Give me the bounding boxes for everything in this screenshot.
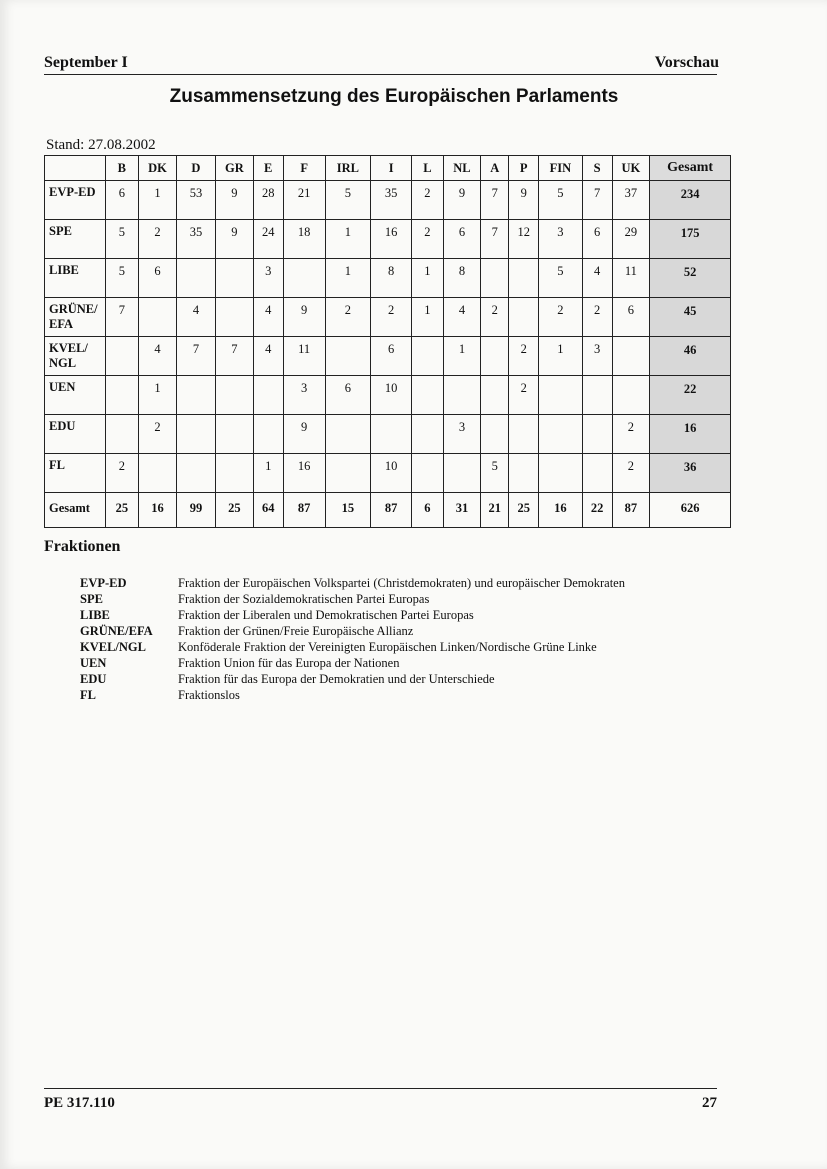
table-row — [45, 259, 731, 298]
header-country: I — [371, 156, 412, 181]
row-label: SPE — [45, 220, 106, 259]
seat-count-cell: 53 — [176, 181, 215, 220]
header-corner — [45, 156, 106, 181]
header-country: IRL — [325, 156, 370, 181]
seat-count-cell: 2 — [325, 298, 370, 337]
country-total-cell: 99 — [176, 493, 215, 528]
header-country: GR — [216, 156, 254, 181]
seat-count-cell: 2 — [612, 454, 650, 493]
table-row — [45, 181, 731, 220]
legend-item — [80, 687, 625, 703]
seat-count-cell: 2 — [412, 220, 443, 259]
row-label: FL — [45, 454, 106, 493]
seat-count-cell — [509, 298, 539, 337]
row-total-cell: 234 — [650, 181, 731, 220]
seat-count-cell — [176, 454, 215, 493]
seat-count-cell: 2 — [139, 415, 177, 454]
seat-count-cell — [176, 259, 215, 298]
document-number: PE 317.110 — [44, 1095, 115, 1111]
seat-count-cell — [612, 337, 650, 376]
seat-count-cell — [253, 415, 283, 454]
seat-count-cell — [582, 376, 612, 415]
seat-count-cell: 10 — [371, 376, 412, 415]
seat-count-cell: 7 — [176, 337, 215, 376]
header-country: A — [481, 156, 509, 181]
row-label: GRÜNE/ EFA — [45, 298, 106, 337]
country-total-cell: 15 — [325, 493, 370, 528]
country-total-cell: 6 — [412, 493, 443, 528]
seat-count-cell — [283, 259, 325, 298]
seat-count-cell: 6 — [443, 220, 481, 259]
seat-count-cell: 3 — [253, 259, 283, 298]
country-total-cell: 22 — [582, 493, 612, 528]
seat-count-cell — [216, 259, 254, 298]
row-total-cell: 52 — [650, 259, 731, 298]
legend-description: Fraktion der Liberalen und Demokratischen Partei Europas — [178, 608, 474, 622]
seat-count-cell: 21 — [283, 181, 325, 220]
legend-abbreviation: FL — [80, 688, 96, 702]
seat-count-cell — [509, 415, 539, 454]
seat-count-cell: 5 — [481, 454, 509, 493]
table-sum-row — [45, 493, 731, 528]
seat-count-cell: 5 — [105, 259, 139, 298]
seat-count-cell — [443, 454, 481, 493]
seat-count-cell — [216, 376, 254, 415]
seat-count-cell: 3 — [443, 415, 481, 454]
seat-count-cell: 1 — [412, 259, 443, 298]
seat-count-cell: 1 — [139, 376, 177, 415]
seat-count-cell — [582, 415, 612, 454]
seat-count-cell: 11 — [283, 337, 325, 376]
seat-count-cell: 4 — [582, 259, 612, 298]
legend-description: Konföderale Fraktion der Vereinigten Europäischen Linken/Nordische Grüne Linke — [178, 640, 597, 654]
seat-count-cell: 4 — [139, 337, 177, 376]
seat-count-cell — [176, 415, 215, 454]
country-total-cell: 25 — [216, 493, 254, 528]
seat-count-cell: 7 — [105, 298, 139, 337]
country-total-cell: 87 — [371, 493, 412, 528]
seat-count-cell: 24 — [253, 220, 283, 259]
seat-count-cell: 2 — [539, 298, 583, 337]
seat-count-cell — [612, 376, 650, 415]
header-country: D — [176, 156, 215, 181]
seat-count-cell: 4 — [443, 298, 481, 337]
header-country: DK — [139, 156, 177, 181]
seat-count-cell: 7 — [481, 220, 509, 259]
seat-count-cell: 3 — [539, 220, 583, 259]
seat-count-cell: 6 — [325, 376, 370, 415]
legend-item — [80, 639, 625, 655]
grand-total-cell: 626 — [650, 493, 731, 528]
seat-count-cell: 1 — [139, 181, 177, 220]
row-label: UEN — [45, 376, 106, 415]
seat-count-cell: 2 — [509, 376, 539, 415]
seat-count-cell — [509, 454, 539, 493]
legend-abbreviation: GRÜNE/EFA — [80, 624, 153, 638]
seat-count-cell — [139, 454, 177, 493]
seat-count-cell: 37 — [612, 181, 650, 220]
seat-count-cell: 29 — [612, 220, 650, 259]
header-country: L — [412, 156, 443, 181]
seat-count-cell: 6 — [582, 220, 612, 259]
seat-count-cell — [539, 376, 583, 415]
seat-count-cell: 5 — [325, 181, 370, 220]
seat-count-cell: 9 — [443, 181, 481, 220]
seat-count-cell: 4 — [253, 298, 283, 337]
seat-count-cell — [139, 298, 177, 337]
legend-description: Fraktion der Sozialdemokratischen Partei Europas — [178, 592, 430, 606]
parliament-composition-table — [44, 155, 731, 528]
table-row — [45, 220, 731, 259]
legend-item — [80, 655, 625, 671]
seat-count-cell — [105, 376, 139, 415]
row-total-cell: 46 — [650, 337, 731, 376]
legend-abbreviation: SPE — [80, 592, 103, 606]
seat-count-cell: 2 — [139, 220, 177, 259]
seat-count-cell: 2 — [612, 415, 650, 454]
row-label: EDU — [45, 415, 106, 454]
legend-abbreviation: EDU — [80, 672, 107, 686]
seat-count-cell: 2 — [582, 298, 612, 337]
seat-count-cell: 1 — [253, 454, 283, 493]
seat-count-cell: 1 — [412, 298, 443, 337]
seat-count-cell — [253, 376, 283, 415]
seat-count-cell: 10 — [371, 454, 412, 493]
header-country: FIN — [539, 156, 583, 181]
country-total-cell: 87 — [283, 493, 325, 528]
seat-count-cell: 9 — [283, 298, 325, 337]
seat-count-cell: 2 — [412, 181, 443, 220]
page-header — [44, 54, 717, 75]
seat-count-cell: 7 — [481, 181, 509, 220]
seat-count-cell: 1 — [443, 337, 481, 376]
page-footer — [44, 1088, 717, 1111]
seat-count-cell — [412, 454, 443, 493]
row-label: KVEL/ NGL — [45, 337, 106, 376]
seat-count-cell: 6 — [105, 181, 139, 220]
seat-count-cell — [539, 415, 583, 454]
header-country: NL — [443, 156, 481, 181]
seat-count-cell — [481, 415, 509, 454]
seat-count-cell: 3 — [283, 376, 325, 415]
legend-description: Fraktion für das Europa der Demokratien und der Unterschiede — [178, 672, 495, 686]
seat-count-cell: 9 — [216, 181, 254, 220]
table-row — [45, 415, 731, 454]
legend-description: Fraktionslos — [178, 688, 240, 702]
legend-abbreviation: LIBE — [80, 608, 110, 622]
seat-count-cell: 5 — [539, 181, 583, 220]
seat-count-cell: 18 — [283, 220, 325, 259]
legend-description: Fraktion der Grünen/Freie Europäische Allianz — [178, 624, 414, 638]
header-chapter: Vorschau — [654, 54, 719, 71]
header-country: E — [253, 156, 283, 181]
seat-count-cell: 8 — [443, 259, 481, 298]
seat-count-cell — [412, 376, 443, 415]
seat-count-cell: 9 — [283, 415, 325, 454]
seat-count-cell: 4 — [253, 337, 283, 376]
header-country: F — [283, 156, 325, 181]
legend-item — [80, 623, 625, 639]
legend-description: Fraktion der Europäischen Volkspartei (Christdemokraten) und europäischer Demokraten — [178, 576, 625, 590]
header-country: S — [582, 156, 612, 181]
seat-count-cell — [509, 259, 539, 298]
seat-count-cell — [325, 337, 370, 376]
seat-count-cell: 7 — [582, 181, 612, 220]
fraktionen-legend — [80, 575, 625, 703]
seat-count-cell: 7 — [216, 337, 254, 376]
seat-count-cell: 2 — [371, 298, 412, 337]
table-row — [45, 454, 731, 493]
seat-count-cell: 2 — [481, 298, 509, 337]
country-total-cell: 25 — [509, 493, 539, 528]
fraktionen-heading: Fraktionen — [44, 538, 121, 555]
seat-count-cell — [371, 415, 412, 454]
header-country: UK — [612, 156, 650, 181]
seat-count-cell — [216, 415, 254, 454]
seat-count-cell — [481, 259, 509, 298]
row-label: EVP-ED — [45, 181, 106, 220]
country-total-cell: 31 — [443, 493, 481, 528]
legend-description: Fraktion Union für das Europa der Nationen — [178, 656, 400, 670]
seat-count-cell: 9 — [216, 220, 254, 259]
seat-count-cell: 35 — [371, 181, 412, 220]
seat-count-cell: 2 — [105, 454, 139, 493]
stand-date: Stand: 27.08.2002 — [46, 137, 156, 153]
seat-count-cell: 6 — [612, 298, 650, 337]
seat-count-cell — [325, 415, 370, 454]
page-title: Zusammensetzung des Europäischen Parlaments — [169, 86, 619, 107]
seat-count-cell — [176, 376, 215, 415]
seat-count-cell: 1 — [539, 337, 583, 376]
seat-count-cell: 16 — [371, 220, 412, 259]
row-total-cell: 36 — [650, 454, 731, 493]
page-number: 27 — [702, 1095, 717, 1111]
legend-item — [80, 591, 625, 607]
seat-count-cell: 5 — [539, 259, 583, 298]
row-total-cell: 22 — [650, 376, 731, 415]
legend-abbreviation: KVEL/NGL — [80, 640, 146, 654]
table-row — [45, 337, 731, 376]
legend-abbreviation: UEN — [80, 656, 107, 670]
legend-item — [80, 607, 625, 623]
seat-count-cell: 8 — [371, 259, 412, 298]
country-total-cell: 21 — [481, 493, 509, 528]
seat-count-cell: 3 — [582, 337, 612, 376]
seat-count-cell: 2 — [509, 337, 539, 376]
seat-count-cell: 9 — [509, 181, 539, 220]
country-total-cell: 25 — [105, 493, 139, 528]
seat-count-cell — [481, 337, 509, 376]
seat-count-cell: 5 — [105, 220, 139, 259]
seat-count-cell — [582, 454, 612, 493]
seat-count-cell: 16 — [283, 454, 325, 493]
table-header-row — [45, 156, 731, 181]
seat-count-cell: 35 — [176, 220, 215, 259]
legend-item — [80, 575, 625, 591]
header-country: B — [105, 156, 139, 181]
sum-row-label: Gesamt — [45, 493, 106, 528]
row-total-cell: 175 — [650, 220, 731, 259]
seat-count-cell — [325, 454, 370, 493]
seat-count-cell — [105, 415, 139, 454]
country-total-cell: 16 — [139, 493, 177, 528]
seat-count-cell — [216, 454, 254, 493]
seat-count-cell: 6 — [139, 259, 177, 298]
row-total-cell: 45 — [650, 298, 731, 337]
seat-count-cell — [216, 298, 254, 337]
seat-count-cell — [539, 454, 583, 493]
seat-count-cell: 12 — [509, 220, 539, 259]
country-total-cell: 64 — [253, 493, 283, 528]
country-total-cell: 87 — [612, 493, 650, 528]
header-total: Gesamt — [650, 156, 731, 181]
seat-count-cell: 6 — [371, 337, 412, 376]
seat-count-cell — [412, 337, 443, 376]
legend-item — [80, 671, 625, 687]
header-section: September I — [44, 54, 128, 71]
seat-count-cell — [481, 376, 509, 415]
seat-count-cell: 28 — [253, 181, 283, 220]
seat-count-cell: 1 — [325, 220, 370, 259]
seat-count-cell — [443, 376, 481, 415]
row-label: LIBE — [45, 259, 106, 298]
table-row — [45, 376, 731, 415]
seat-count-cell: 1 — [325, 259, 370, 298]
row-total-cell: 16 — [650, 415, 731, 454]
seat-count-cell — [105, 337, 139, 376]
table-row — [45, 298, 731, 337]
seat-count-cell — [412, 415, 443, 454]
country-total-cell: 16 — [539, 493, 583, 528]
seat-count-cell: 4 — [176, 298, 215, 337]
header-country: P — [509, 156, 539, 181]
seat-count-cell: 11 — [612, 259, 650, 298]
legend-abbreviation: EVP-ED — [80, 576, 127, 590]
